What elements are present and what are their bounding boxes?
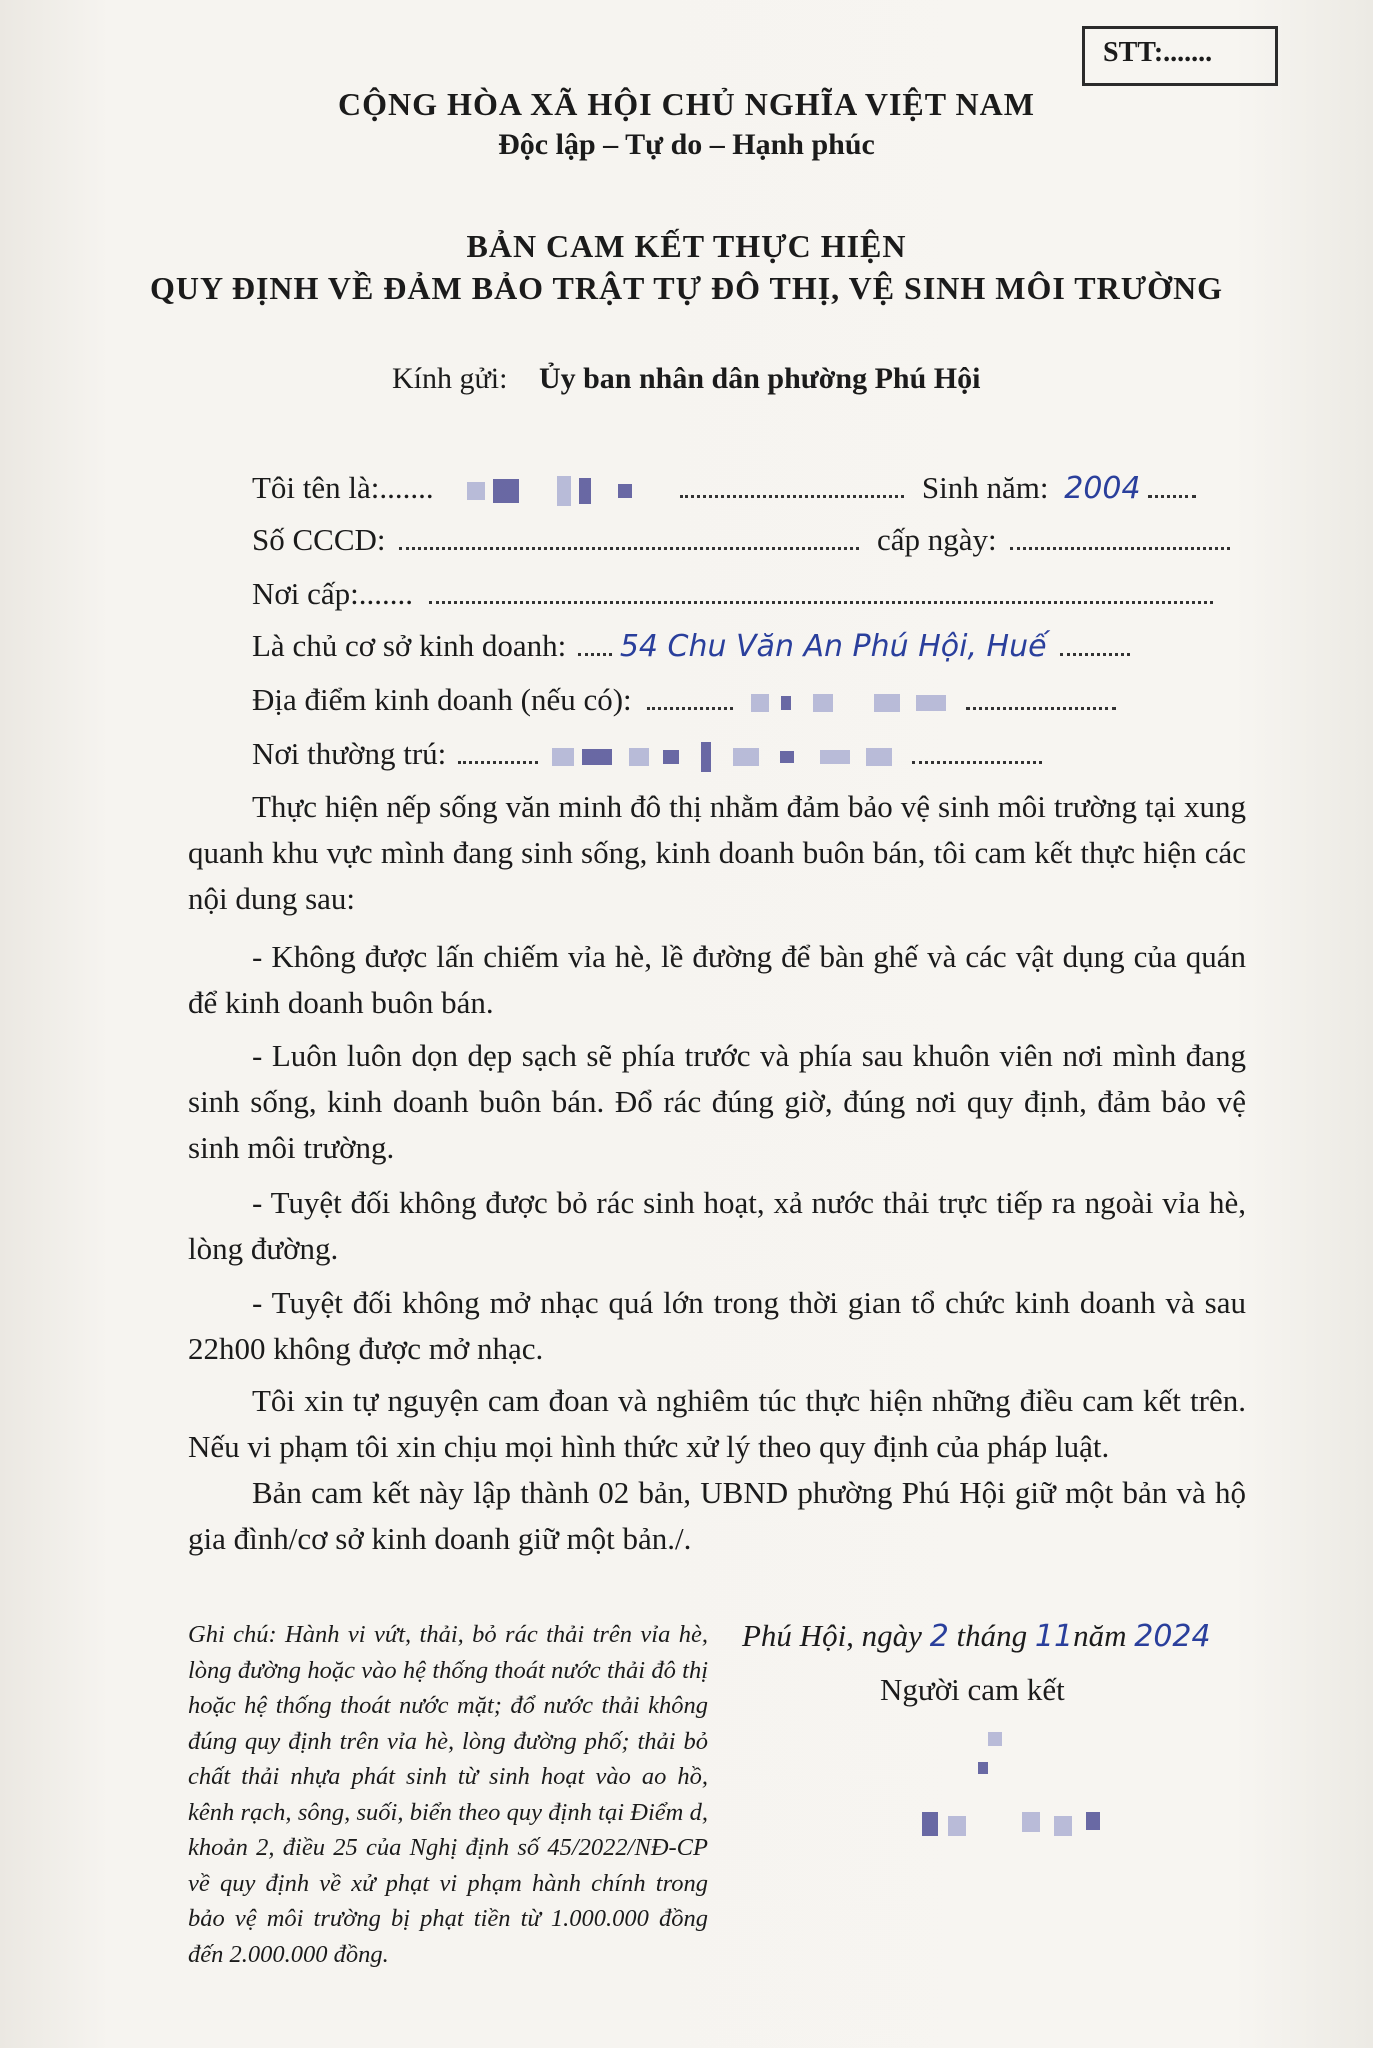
birth-year-value: 2004 — [1064, 471, 1141, 506]
redacted-mark — [988, 1732, 1002, 1746]
stt-box: STT:....... — [1082, 26, 1278, 86]
signature-place-date — [742, 1618, 1211, 1654]
dotted-line — [1010, 539, 1230, 550]
commitment-item-1: - Không được lấn chiếm vỉa hè, lề đường để bàn ghế và các vật dụng của quán để kinh doanh buôn bán. — [188, 939, 1246, 1020]
redacted-mark — [813, 694, 833, 712]
business-owner-value: 54 Chu Văn An Phú Hội, Huế — [619, 629, 1047, 664]
redacted-mark — [467, 482, 485, 500]
redacted-mark — [866, 748, 892, 766]
national-title: CỘNG HÒA XÃ HỘI CHỦ NGHĨA VIỆT NAM — [338, 86, 1035, 122]
redacted-mark — [1086, 1812, 1100, 1830]
national-motto: Độc lập – Tự do – Hạnh phúc — [498, 128, 875, 161]
redacted-mark — [780, 751, 794, 763]
redacted-mark — [781, 696, 791, 710]
business-owner-label: Là chủ cơ sở kinh doanh: — [252, 628, 567, 663]
dotted-line — [912, 753, 1042, 764]
name-field-row — [252, 470, 1196, 506]
residence-field-row — [252, 736, 1042, 772]
cccd-field-row — [252, 522, 1230, 558]
commitment-item-2: - Luôn luôn dọn dẹp sạch sẽ phía trước và phía sau khuôn viên nơi mình đang sinh sống, kinh doanh buôn bán. Đổ rác đúng giờ, đúng nơi quy định, đảm bảo vệ sinh môi trường. — [188, 1038, 1246, 1165]
redacted-mark — [751, 694, 769, 712]
sign-day: 2 — [929, 1619, 949, 1654]
business-location-field-row — [252, 682, 1116, 718]
residence-label: Nơi thường trú: — [252, 736, 447, 771]
redacted-mark — [1054, 1816, 1072, 1836]
redacted-mark — [557, 476, 571, 506]
document-title-line1: BẢN CAM KẾT THỰC HIỆN — [466, 228, 907, 264]
document-title-line2: QUY ĐỊNH VỀ ĐẢM BẢO TRẬT TỰ ĐÔ THỊ, VỆ SINH MÔI TRƯỜNG — [149, 270, 1224, 306]
redacted-mark — [1022, 1812, 1040, 1832]
recipient-value: Ủy ban nhân dân phường Phú Hội — [538, 362, 981, 395]
signer-title: Người cam kết — [880, 1672, 1065, 1707]
redacted-mark — [874, 694, 900, 712]
commitment-item-4: - Tuyệt đối không mở nhạc quá lớn trong thời gian tổ chức kinh doanh và sau 22h00 không được mở nhạc. — [188, 1285, 1246, 1366]
dotted-line — [1148, 487, 1196, 498]
month-label: tháng — [948, 1618, 1035, 1653]
dotted-line — [966, 699, 1116, 710]
redacted-mark — [701, 742, 711, 772]
name-label: Tôi tên là:....... — [252, 470, 434, 505]
recipient — [392, 362, 980, 396]
redacted-mark — [663, 750, 679, 764]
cccd-label: Số CCCD: — [252, 522, 386, 557]
redacted-mark — [618, 484, 632, 498]
redacted-mark — [629, 748, 649, 766]
redacted-mark — [922, 1812, 938, 1836]
redacted-mark — [582, 749, 612, 765]
place-prefix: Phú Hội, ngày — [742, 1618, 930, 1653]
pledge-paragraph: Tôi xin tự nguyện cam đoan và nghiêm túc thực hiện những điều cam kết trên. Nếu vi phạm tôi xin chịu mọi hình thức xử lý theo quy định của pháp luật. — [188, 1383, 1246, 1464]
dotted-line — [647, 699, 733, 710]
copies-paragraph: Bản cam kết này lập thành 02 bản, UBND phường Phú Hội giữ một bản và hộ gia đình/cơ sở kinh doanh giữ một bản./. — [188, 1475, 1246, 1556]
redacted-mark — [552, 748, 574, 766]
redacted-mark — [733, 748, 759, 766]
dotted-line — [680, 487, 904, 498]
business-owner-field-row — [252, 628, 1130, 664]
redacted-mark — [493, 479, 519, 503]
issue-date-label: cấp ngày: — [877, 522, 997, 557]
business-location-label: Địa điểm kinh doanh (nếu có): — [252, 682, 632, 717]
redacted-mark — [916, 695, 946, 711]
legal-note: Ghi chú: Hành vi vứt, thải, bỏ rác thải trên vỉa hè, lòng đường hoặc vào hệ thống thoát nước thải đô thị hoặc hệ thống thoát nước mặt; đổ nước thải không đúng quy định trên vỉa hè, lòng đường phố; thải bỏ chất thải nhựa phát sinh từ sinh hoạt vào ao hồ, kênh rạch, sông, suối, biển theo quy định tại Điểm d, khoản 2, điều 25 của Nghị định số 45/2022/NĐ-CP về quy định về xử phạt vi phạm hành chính trong bảo vệ môi trường bị phạt tiền từ 1.000.000 đồng đến 2.000.000 đồng. — [188, 1621, 708, 1968]
sign-year: 2024 — [1134, 1619, 1211, 1654]
redacted-mark — [579, 478, 591, 504]
dotted-line — [399, 539, 859, 550]
redacted-mark — [820, 750, 850, 764]
dotted-line — [458, 753, 538, 764]
redacted-mark — [948, 1816, 966, 1836]
birth-year-label: Sinh năm: — [921, 470, 1049, 505]
recipient-label: Kính gửi: — [392, 362, 508, 395]
redacted-mark — [978, 1762, 988, 1774]
commitment-item-3: - Tuyệt đối không được bỏ rác sinh hoạt, xả nước thải trực tiếp ra ngoài vỉa hè, lòng đường. — [188, 1185, 1246, 1266]
dotted-line — [1060, 645, 1130, 656]
issue-place-field-row — [252, 576, 1213, 612]
issue-place-label: Nơi cấp:....... — [252, 576, 414, 611]
dotted-line — [578, 645, 612, 656]
sign-month: 11 — [1034, 1619, 1074, 1654]
year-label: năm — [1073, 1618, 1135, 1653]
dotted-line — [429, 593, 1213, 604]
intro-paragraph: Thực hiện nếp sống văn minh đô thị nhằm đảm bảo vệ sinh môi trường tại xung quanh khu vực mình đang sinh sống, kinh doanh buôn bán, tôi cam kết thực hiện các nội dung sau: — [188, 789, 1246, 916]
